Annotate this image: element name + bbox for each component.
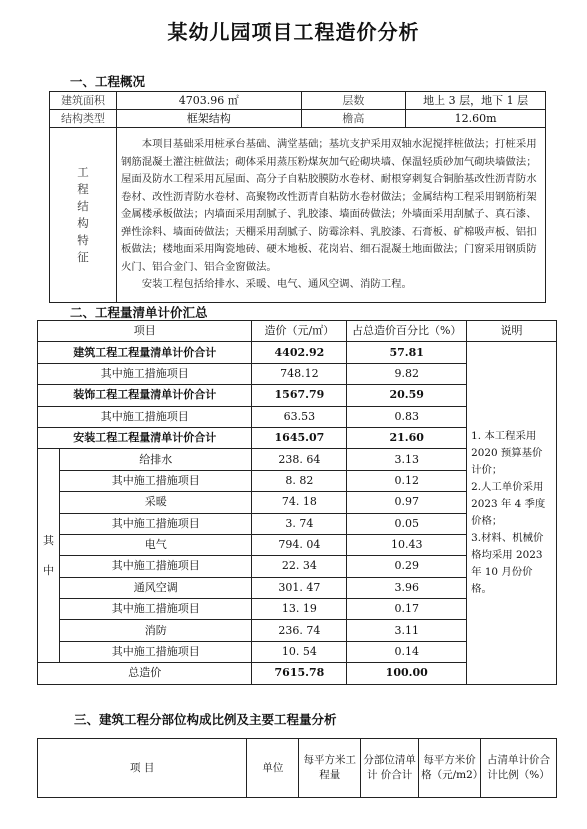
header-ratio: 占清单计价合计比例（%） — [481, 739, 557, 798]
row-cost: 3. 74 — [252, 513, 347, 534]
row-name: 安装工程工程量清单计价合计 — [38, 427, 252, 448]
height-value: 12.60m — [406, 110, 546, 128]
feature-description — [116, 128, 545, 303]
row-name: 消防 — [59, 620, 251, 641]
floors-label: 层数 — [301, 92, 406, 110]
row-name: 其中施工措施项目 — [38, 363, 252, 384]
total-name: 总造价 — [38, 663, 252, 684]
section3-heading: 三、建筑工程分部位构成比例及主要工程量分析 — [74, 712, 337, 727]
row-name: 电气 — [59, 534, 251, 555]
row-name: 装饰工程工程量清单计价合计 — [38, 385, 252, 406]
row-pct: 3.11 — [347, 620, 467, 641]
row-pct: 0.29 — [347, 556, 467, 577]
row-cost: 301. 47 — [252, 577, 347, 598]
row-name: 其中施工措施项目 — [59, 470, 251, 491]
note-3: 3.材料、机械价格均采用 2023 年 10 月份价格。 — [471, 532, 544, 596]
area-value: 4703.96 ㎡ — [116, 92, 301, 110]
row-name: 其中施工措施项目 — [38, 406, 252, 427]
row-name: 通风空调 — [59, 577, 251, 598]
composition-table — [37, 738, 557, 798]
row-cost: 1645.07 — [252, 427, 347, 448]
row-name: 采暖 — [59, 492, 251, 513]
row-cost: 748.12 — [252, 363, 347, 384]
feature-label: 工程结构特征 — [50, 128, 117, 303]
row-cost: 74. 18 — [252, 492, 347, 513]
section1-heading: 一、工程概况 — [70, 74, 146, 89]
row-cost: 4402.92 — [252, 342, 347, 363]
header-item: 项 目 — [38, 739, 247, 798]
sub-group-label: 其中 — [38, 449, 60, 663]
row-pct: 0.12 — [347, 470, 467, 491]
row-pct: 0.14 — [347, 641, 467, 662]
row-name: 其中施工措施项目 — [59, 599, 251, 620]
row-cost: 794. 04 — [252, 534, 347, 555]
row-cost: 10. 54 — [252, 641, 347, 662]
row-pct: 3.13 — [347, 449, 467, 470]
floors-value: 地上 3 层，地下 1 层 — [406, 92, 546, 110]
row-name: 其中施工措施项目 — [59, 513, 251, 534]
header-notes: 说明 — [467, 321, 557, 342]
note-1: 1. 本工程采用 2020 预算基价计价； — [471, 430, 543, 477]
row-name: 建筑工程工程量清单计价合计 — [38, 342, 252, 363]
note-2: 2.人工单价采用 2023 年 4 季度价格； — [471, 481, 546, 528]
row-name: 其中施工措施项目 — [59, 641, 251, 662]
row-pct: 0.83 — [347, 406, 467, 427]
row-name: 其中施工措施项目 — [59, 556, 251, 577]
table-row — [38, 342, 557, 363]
row-pct: 57.81 — [347, 342, 467, 363]
project-overview-table — [49, 91, 546, 303]
row-cost: 238. 64 — [252, 449, 347, 470]
row-pct: 0.05 — [347, 513, 467, 534]
notes-cell — [467, 342, 557, 684]
header-price-per-sqm: 每平方米价格（元/m2） — [419, 739, 481, 798]
row-pct: 0.17 — [347, 599, 467, 620]
section2-heading: 二、工程量清单计价汇总 — [70, 305, 208, 320]
document-title: 某幼儿园项目工程造价分析 — [167, 20, 420, 44]
header-quantity-per-sqm: 每平方米工程量 — [299, 739, 361, 798]
row-name: 给排水 — [59, 449, 251, 470]
height-label: 檐高 — [301, 110, 406, 128]
feature-paragraph-2: 安装工程包括给排水、采暖、电气、通风空调、消防工程。 — [141, 278, 412, 291]
header-unit: 单位 — [247, 739, 299, 798]
structure-value: 框架结构 — [116, 110, 301, 128]
row-pct: 20.59 — [347, 385, 467, 406]
cost-summary-table — [37, 320, 557, 685]
row-cost: 236. 74 — [252, 620, 347, 641]
area-label: 建筑面积 — [50, 92, 117, 110]
header-percent: 占总造价百分比（%） — [347, 321, 467, 342]
header-cost: 造价（元/㎡） — [252, 321, 347, 342]
feature-paragraph-1: 本项目基础采用桩承台基础、满堂基础；基坑支护采用双轴水泥搅拌桩做法；打桩采用钢筋混凝土灌注桩做法；砌体采用蒸压粉煤灰加气砼砌块墙、保温轻质砂加气砌块墙做法；屋面及防水工程采用瓦屋面、高分子自粘胶膜防水卷材、耐根穿刺复合铜胎基改性沥青防水卷材、改性沥青防水卷材、高聚物改性沥青自粘防水卷材做法；金属结构工程采用钢筋桁架金属楼承板做法；内墙面采用刮腻子、乳胶漆、墙面砖做法；外墙面采用刮腻子、真石漆、弹性涂料、墙面砖做法；天棚采用刮腻子、防霉涂料、乳胶漆、石膏板、矿棉吸声板、铝扣板做法；楼地面采用陶瓷地砖、硬木地板、花岗岩、细石混凝土地面做法；门窗采用钢质防火门、铝合金门、铝合金窗做法。 — [120, 138, 537, 273]
total-pct: 100.00 — [347, 663, 467, 684]
total-cost: 7615.78 — [252, 663, 347, 684]
row-cost: 22. 34 — [252, 556, 347, 577]
row-cost: 13. 19 — [252, 599, 347, 620]
row-cost: 63.53 — [252, 406, 347, 427]
row-cost: 1567.79 — [252, 385, 347, 406]
header-section-total: 分部位清单 计 价合计 — [361, 739, 419, 798]
header-item: 项目 — [38, 321, 252, 342]
row-pct: 3.96 — [347, 577, 467, 598]
row-pct: 9.82 — [347, 363, 467, 384]
row-cost: 8. 82 — [252, 470, 347, 491]
row-pct: 21.60 — [347, 427, 467, 448]
row-pct: 0.97 — [347, 492, 467, 513]
row-pct: 10.43 — [347, 534, 467, 555]
structure-label: 结构类型 — [50, 110, 117, 128]
